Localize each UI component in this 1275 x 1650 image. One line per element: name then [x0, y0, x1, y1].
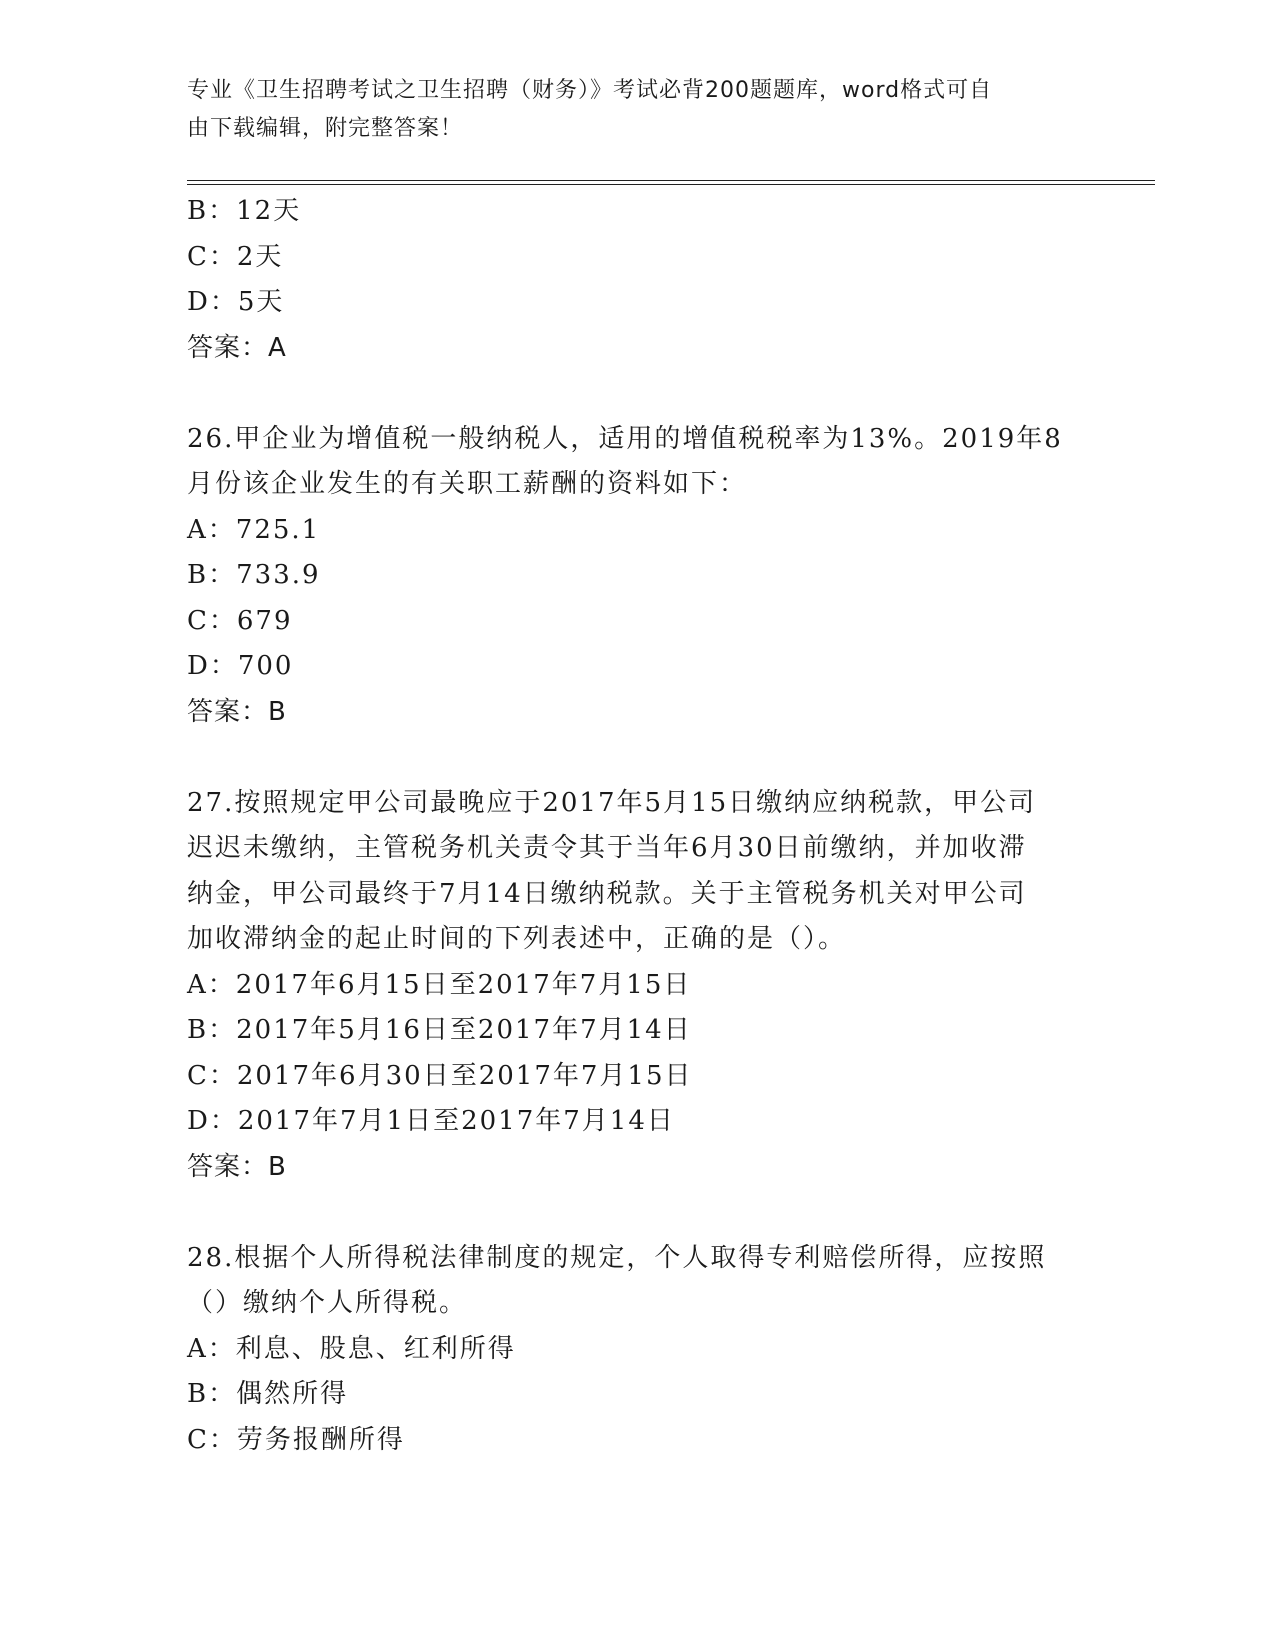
- option-a: A：725.1: [187, 514, 321, 545]
- option-b: B：偶然所得: [187, 1379, 349, 1409]
- question-text-line: （）缴纳个人所得税。: [187, 1288, 468, 1318]
- question-text-line: 加收滞纳金的起止时间的下列表述中，正确的是（）。: [187, 924, 847, 954]
- header-divider-top: [187, 180, 1155, 181]
- header-line-2: 由下载编辑，附完整答案！: [187, 116, 464, 141]
- spacer: [187, 735, 1077, 781]
- answer-line: 答案：B: [187, 1151, 287, 1182]
- option-d: D：2017年7月1日至2017年7月14日: [187, 1106, 675, 1136]
- question-26: [187, 417, 1077, 736]
- option-c: C：2天: [187, 241, 284, 272]
- spacer: [187, 371, 1077, 417]
- header-line-1: 专业《卫生招聘考试之卫生招聘（财务）》考试必背200题题库，word格式可自: [187, 78, 993, 103]
- option-b: B：12天: [187, 196, 302, 226]
- document-header: [187, 72, 1087, 148]
- option-c: C：劳务报酬所得: [187, 1424, 405, 1455]
- question-25-continued: [187, 189, 1077, 371]
- question-text-line: 纳金，甲公司最终于7月14日缴纳税款。关于主管税务机关对甲公司: [187, 878, 1027, 909]
- spacer: [187, 1190, 1077, 1236]
- question-27: [187, 781, 1077, 1191]
- question-text-line: 迟迟未缴纳，主管税务机关责令其于当年6月30日前缴纳，并加收滞: [187, 833, 1027, 863]
- option-b: B：733.9: [187, 560, 321, 590]
- option-d: D：700: [187, 651, 294, 681]
- option-c: C：679: [187, 605, 293, 636]
- option-a: A：利息、股息、红利所得: [187, 1333, 516, 1364]
- question-28: [187, 1236, 1077, 1464]
- option-c: C：2017年6月30日至2017年7月15日: [187, 1060, 693, 1091]
- document-body: [187, 189, 1077, 1463]
- question-text-line: 28.根据个人所得税法律制度的规定，个人取得专利赔偿所得，应按照: [187, 1242, 1047, 1273]
- answer-line: 答案：A: [187, 332, 287, 363]
- option-b: B：2017年5月16日至2017年7月14日: [187, 1015, 692, 1045]
- option-a: A：2017年6月15日至2017年7月15日: [187, 969, 692, 1000]
- question-text-line: 27.按照规定甲公司最晚应于2017年5月15日缴纳应纳税款，甲公司: [187, 787, 1037, 818]
- question-text-line: 26.甲企业为增值税一般纳税人，适用的增值税税率为13%。2019年8: [187, 423, 1063, 454]
- question-text-line: 月份该企业发生的有关职工薪酬的资料如下：: [187, 469, 748, 499]
- answer-line: 答案：B: [187, 696, 287, 727]
- header-divider-bottom: [187, 184, 1155, 185]
- option-d: D：5天: [187, 287, 285, 317]
